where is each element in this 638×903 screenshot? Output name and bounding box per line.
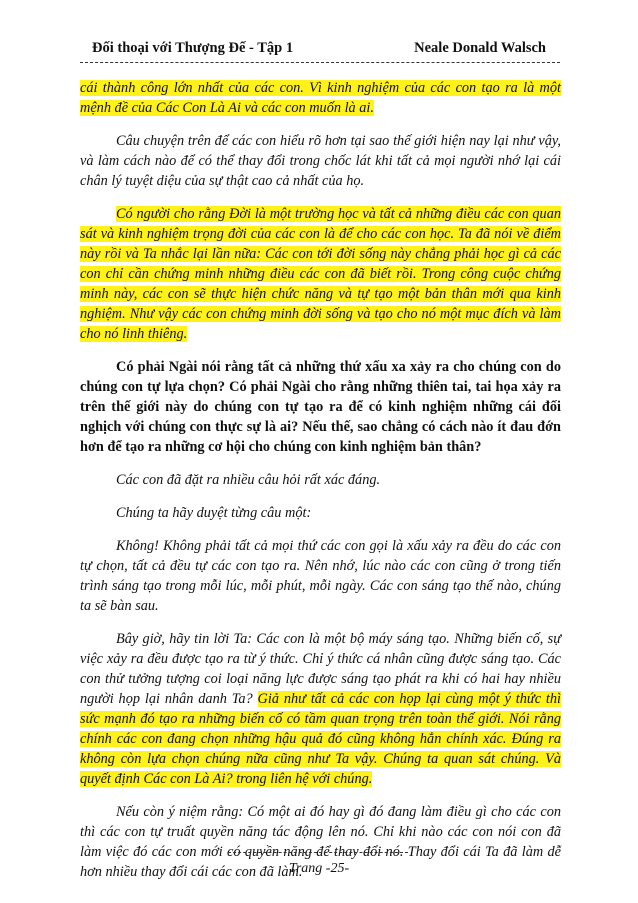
footer-divider	[228, 852, 408, 853]
paragraph: Không! Không phải tất cả mọi thứ các con gọi là xấu xảy ra đều do các con tự chọn, tất cả đều tự các con tạo ra. Nên nhớ, lúc nào các con cũng ở trong tiến trình sáng tạo trong mỗi lúc, mỗi phút, mỗi ngày. Các con sáng tạo thế nào, chúng ta sẽ bàn sau.	[80, 538, 561, 614]
paragraph-partially-highlighted	[80, 629, 561, 789]
question-paragraph: Có phải Ngài nói rằng tất cả những thứ xấu xa xảy ra cho chúng con do chúng con tự lựa chọn? Có phải Ngài cho rằng những thiên tai, tai họa xảy ra trên thế giới này do chúng con tự tạo ra để có kinh nghiệm những cái đối nghịch với chúng con thực sự là ai? Nếu thế, sao chẳng có cách nào ít đau đớn hơn để tạo ra những cơ hội cho chúng con kinh nghiệm bản thân?	[80, 359, 561, 455]
plain-text: Bây giờ, hãy tin lời Ta: Các con là một bộ máy sáng tạo. Những biến cố, sự việc xảy ra đều được tạo ra từ ý thức. Chỉ ý thức cá nhân cũng được sáng tạo. Các con thử tưởng tượng coi loại năng lực được sáng tạo phát ra khi có hai hay nhiều người họp lại nhân danh Ta?	[80, 631, 561, 707]
page-number: Trang -25-	[288, 861, 350, 876]
paragraph: Chúng ta hãy duyệt từng câu một:	[116, 505, 312, 521]
page-header	[80, 40, 560, 60]
paragraph: Câu chuyện trên để các con hiểu rõ hơn tại sao thế giới hiện nay lại như vậy, và làm cách nào để có thể thay đổi trong chốc lát khi tất cả mọi người nhớ lại cái chân lý tuyệt diệu của sự thật cao cả nhất của họ.	[80, 133, 561, 189]
page-body	[80, 78, 561, 895]
highlighted-text: Có người cho rằng Đời là một trường học và tất cả những điều các con quan sát và kinh nghiệm trọng đời của các con là để cho các con học. Ta đã nói về điểm này rồi và Ta nhắc lại lần nữa: Các con tới đời sống này chẳng phải học gì cả các con chỉ cần chứng minh những điều các con đã biết rồi. Trong công cuộc chứng minh này, các con sẽ thực hiện chức năng và tự tạo một bản thân mới qua kinh nghiệm. Như vậy các con chứng minh đời sống và tạo cho nó một mục đích và làm cho nó linh thiêng.	[80, 206, 561, 342]
highlighted-text: cái thành công lớn nhất của các con. Vì kinh nghiệm của các con tạo ra là một mệnh đề của Các Con Là Ai và các con muốn là ai.	[80, 80, 561, 116]
paragraph-continuation	[80, 78, 561, 118]
paragraph: Nếu còn ý niệm rằng: Có một ai đó hay gì đó đang làm điều gì cho các con thì các con tự truất quyền năng tác động lên nó. Chỉ khi nào các con nói con đã làm việc đó các con mới có quyền năng để thay đổi nó. Thay đổi cái Ta đã làm dễ hơn nhiều thay đổi cái các con đã làm.	[80, 804, 561, 880]
header-divider	[80, 62, 560, 63]
highlighted-text: Giả như tất cả các con họp lại cùng một ý thức thì sức mạnh đó tạo ra những biến cố có tầm quan trọng trên toàn thế giới. Nói rằng chính các con đang chọn những hậu quả đó cũng không hẳn chính xác. Đúng ra không còn lựa chọn chúng nữa cũng như Ta vậy. Chúng ta quan sát chúng. Và quyết định Các con Là Ai? trong liên hệ với chúng.	[80, 691, 561, 787]
paragraph: Các con đã đặt ra nhiều câu hỏi rất xác đáng.	[116, 472, 381, 488]
book-title: Đối thoại với Thượng Đế - Tập 1	[92, 40, 294, 56]
paragraph-highlighted	[80, 204, 561, 344]
author-name: Neale Donald Walsch	[414, 40, 546, 56]
